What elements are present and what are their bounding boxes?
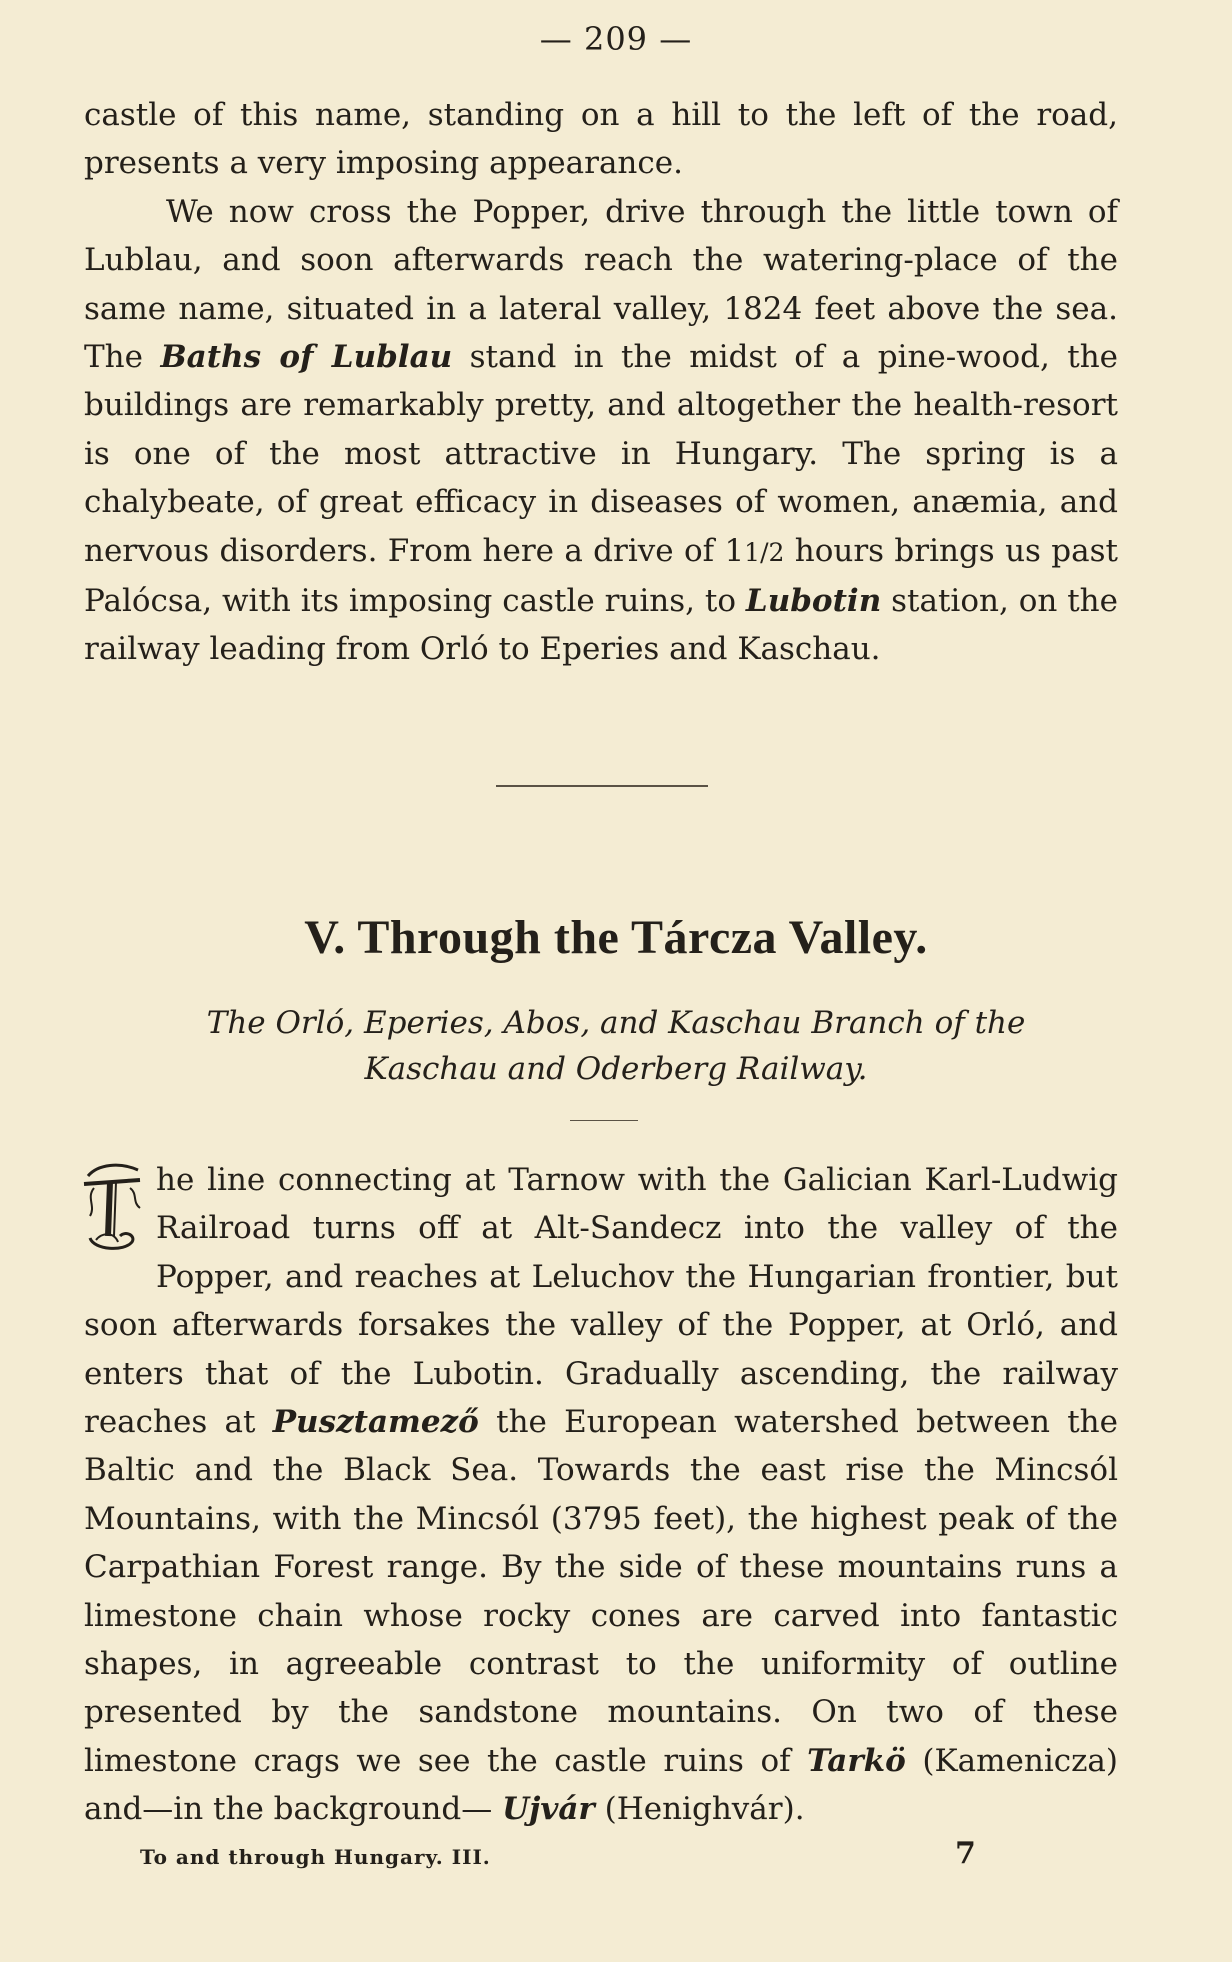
paragraph-railway: [84, 1156, 1118, 1834]
paragraph-3-text-a: he line connecting at Tarnow with the Galician Karl-Ludwig Railroad turns off at Alt-Sandecz into the valley of the Popper, and reaches at Leluchov the Hungarian frontier, but soon afterwards forsakes the valley of the Popper, at Orló, and enters that of the Lubotin. Gradually ascending, the railway reaches at: [84, 1162, 1118, 1441]
chapter-subtitle-line-1: The Orló, Eperies, Abos, and Kaschau Branch of the: [206, 1005, 1026, 1041]
paragraph-2-text-b: stand in the midst of a pine-wood, the buildings are remarkably pretty, and altogether the health-resort is one of the most attractive in Hungary. The spring is a chalybeate, of great efficacy in diseases of women, anæmia, and nervous disorders. From here a drive of 1: [84, 339, 1119, 569]
subtitle-divider: [570, 1120, 638, 1121]
drop-cap-t-icon: [80, 1158, 150, 1258]
page-number: — 209 —: [539, 20, 693, 58]
paragraph-continuation: [84, 91, 1118, 188]
paragraph-3-text-b: the European watershed between the Baltic and the Black Sea. Towards the east rise the Mincsól Mountains, with the Mincsól (3795 feet), the highest peak of the Carpathian Forest range. By the side of these mountains runs a limestone chain whose rocky cones are carved into fantastic shapes, in agreeable contrast to the uniformity of outline presented by the sandstone mountains. On two of these limestone crags we see the castle ruins of: [84, 1404, 1118, 1779]
footer-signature: To and through Hungary. III.: [140, 1845, 491, 1869]
footer-sheet-number: 7: [955, 1836, 976, 1871]
fraction-text: 1/2: [744, 537, 785, 567]
paragraph-2-text-a: We now cross the Popper, drive through the little town of Lublau, and soon afterwards reach the watering-place of the same name, situated in a lateral valley, 1824 feet above the sea. The: [84, 193, 1118, 376]
text-block-top: [84, 91, 1118, 674]
paragraph-3-text-d: (Henighvár).: [594, 1791, 805, 1828]
italic-pusztamezo: Pusztamező: [272, 1404, 479, 1441]
chapter-subtitle-line-2: Kaschau and Oderberg Railway.: [364, 1051, 868, 1087]
paragraph-2-fraction: [744, 538, 784, 567]
text-block-chapter: [84, 1156, 1118, 1834]
italic-ujvar: Ujvár: [502, 1791, 595, 1828]
paragraph-2-text-d: station, on the railway leading from Orló to Eperies and Kaschau.: [84, 583, 1118, 668]
paragraph-1-text: castle of this name, standing on a hill to the left of the road, presents a very imposing appearance.: [84, 97, 1118, 182]
italic-tarko: Tarkö: [807, 1742, 906, 1779]
chapter-subtitle: [100, 1000, 1132, 1092]
paragraph-3-text-c: (Kamenicza) and—in the background—: [84, 1742, 1119, 1828]
paragraph-2-text-c: hours brings us past Palócsa, with its imposing castle ruins, to: [84, 532, 1118, 620]
section-divider: [496, 785, 708, 787]
paragraph-lublau: [84, 188, 1118, 674]
italic-lubotin: Lubotin: [745, 583, 882, 620]
italic-baths-of-lublau: Baths of Lublau: [160, 339, 453, 376]
chapter-title: V. Through the Tárcza Valley.: [304, 911, 928, 964]
